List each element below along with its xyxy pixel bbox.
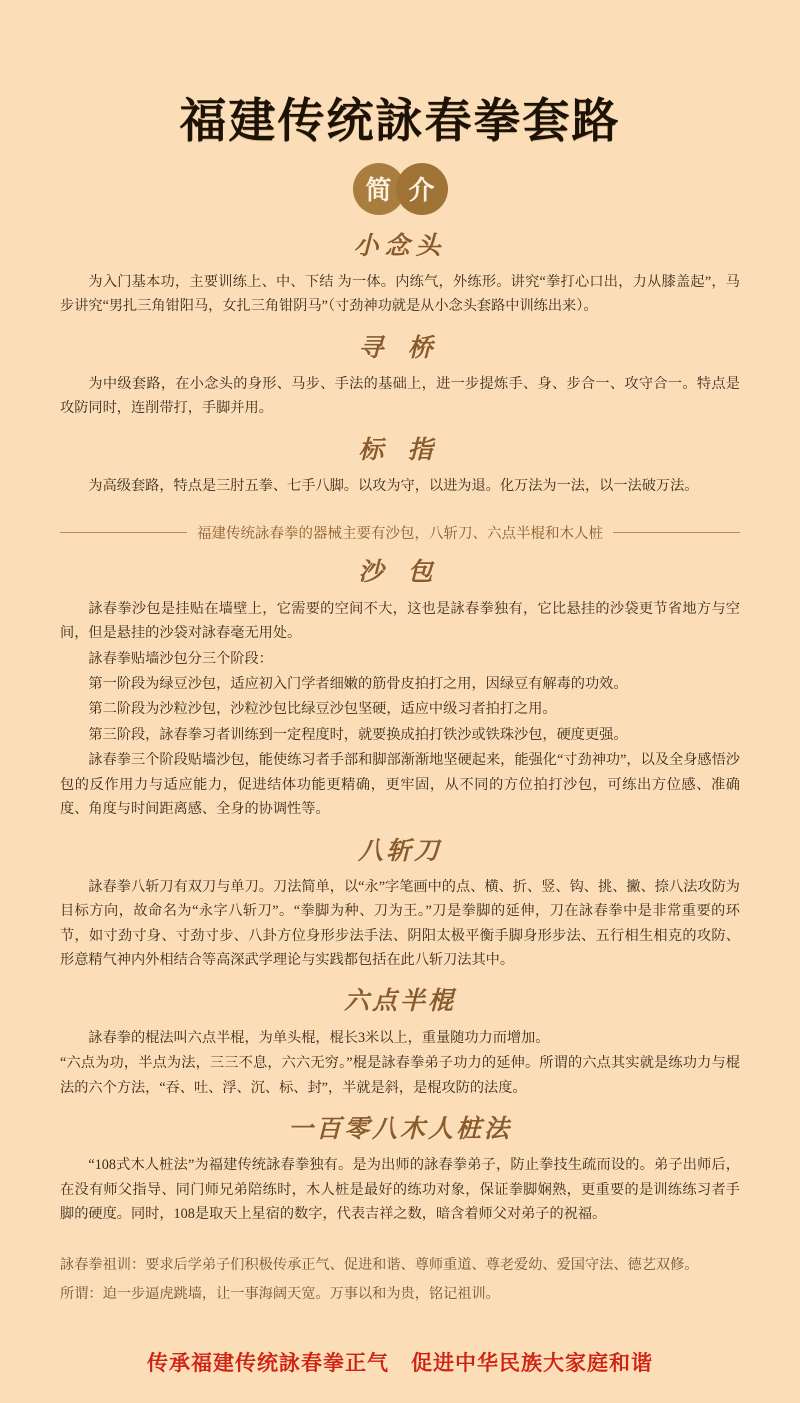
section-paragraph: 为高级套路，特点是三肘五拳、七手八脚。以攻为守，以进为退。化万法为一法，以一法破万法。 [88,478,699,495]
section-title: 一百零八木人桩法 [287,1115,512,1143]
section-title: 六点半棍 [343,988,456,1016]
badge-char-2: 介 [396,163,448,215]
page-title: 福建传统詠春拳套路 [179,96,621,148]
section-title: 八斩刀 [357,837,442,865]
section-paragraph: 詠春拳八斩刀有双刀与单刀。刀法简单，以“永”字笔画中的点、横、折、竖、钩、挑、撇、捺八法攻防为目标方向，故命名为“永字八斩刀”。“拳脚为种、刀为王。”刀是拳脚的延伸，刀在詠春拳中是非常重要的环节，如寸劲寸身、寸劲寸步、八卦方位身形步法手法、阴阳太极平衡手脚身形步法、五行相生相克的攻防、形意精气神内外相结合等高深武学理论与实践都包括在此八斩刀法其中。 [60,878,740,969]
precept-line: 所谓：迫一步逼虎跳墙，让一事海阔天宽。万事以和为贵，铭记祖训。 [60,1285,500,1302]
section-title: 寻 桥 [358,334,442,362]
section-muren-zhuang [60,1114,740,1227]
divider-rule-right [613,532,740,533]
slogan-right: 促进中华民族大家庭和谐 [411,1351,653,1376]
section-paragraph: 第二阶段为沙粒沙包，沙粒沙包比绿豆沙包坚硬，适应中级习者拍打之用。 [88,701,557,718]
section-paragraph: 詠春拳沙包是挂贴在墙壁上，它需要的空间不大，这也是詠春拳独有，它比悬挂的沙袋更节省地方与空间，但是悬挂的沙袋对詠春毫无用处。 [60,600,740,642]
section-paragraph: “六点为功，半点为法，三三不息，六六无穷。”棍是詠春拳弟子功力的延伸。所谓的六点其实就是练功力与棍法的六个方法，“吞、吐、浮、沉、标、封”，半就是斜，是棍攻防的法度。 [60,1055,740,1096]
section-title: 沙 包 [358,559,442,587]
section-xunqiao [60,333,740,421]
footer-slogan [60,1347,740,1377]
poster-header [60,0,740,217]
weapons-divider [60,522,740,543]
section-paragraph: 第一阶段为绿豆沙包，适应初入门学者细嫩的筋骨皮拍打之用，因绿豆有解毒的功效。 [88,676,628,692]
section-paragraph: 詠春拳三个阶段贴墙沙包，能使练习者手部和脚部渐渐地坚硬起来，能强化“寸劲神功”，以及全身感悟沙包的反作用力与适应能力，促进结体功能更精确，更牢固，从不同的方位拍打沙包，可练出方位感、准确度、角度与时间距离感、全身的协调性等。 [60,752,740,818]
section-paragraph: “108式木人桩法”为福建传统詠春拳独有。是为出师的詠春拳弟子，防止拳技生疏而设的。弟子出师后，在没有师父指导、同门师兄弟陪练时，木人桩是最好的练功对象，保证拳脚娴熟，更重要的是训练练习者手脚的硬度。同时，108是取天上星宿的数字，代表吉祥之数，暗含着师父对弟子的祝福。 [60,1157,740,1223]
section-shabao [60,557,740,821]
badge-char-1: 简 [353,163,405,215]
section-paragraph: 詠春拳的棍法叫六点半棍，为单头棍，棍长3米以上，重量随功力而增加。 [88,1029,550,1046]
slogan-left: 传承福建传统詠春拳正气 [147,1351,389,1376]
ancestral-precepts [60,1253,740,1308]
precept-line: 詠春拳祖训：要求后学弟子们积极传承正气、促进和谐、尊师重道、尊老爱幼、爱国守法、德艺双修。 [60,1256,699,1273]
section-paragraph: 詠春拳贴墙沙包分三个阶段： [88,650,273,667]
section-bazhandao [60,836,740,973]
section-title: 标 指 [358,436,442,464]
section-title: 小念头 [353,232,447,260]
section-xiaoniantou [60,231,740,319]
intro-badge [60,161,740,217]
section-biaozhi [60,435,740,499]
divider-caption: 福建传统詠春拳的器械主要有沙包，八斩刀、六点半棍和木人桩 [197,526,603,543]
section-liudianbangun [60,986,740,1100]
section-paragraph: 为中级套路，在小念头的身形、马步、手法的基础上，进一步提炼手、身、步合一、攻守合一。特点是攻防同时，连削带打，手脚并用。 [60,375,740,417]
section-paragraph: 为入门基本功，主要训练上、中、下结 为一体。内练气，外练形。讲究“拳打心口出，力从膝盖起”，马步讲究“男扎三角钳阳马，女扎三角钳阴马”（寸劲神功就是从小念头套路中训练出来）。 [60,273,740,315]
divider-rule-left [60,532,187,533]
section-paragraph: 第三阶段，詠春拳习者训练到一定程度时，就要换成拍打铁沙或铁珠沙包，硬度更强。 [88,726,628,743]
